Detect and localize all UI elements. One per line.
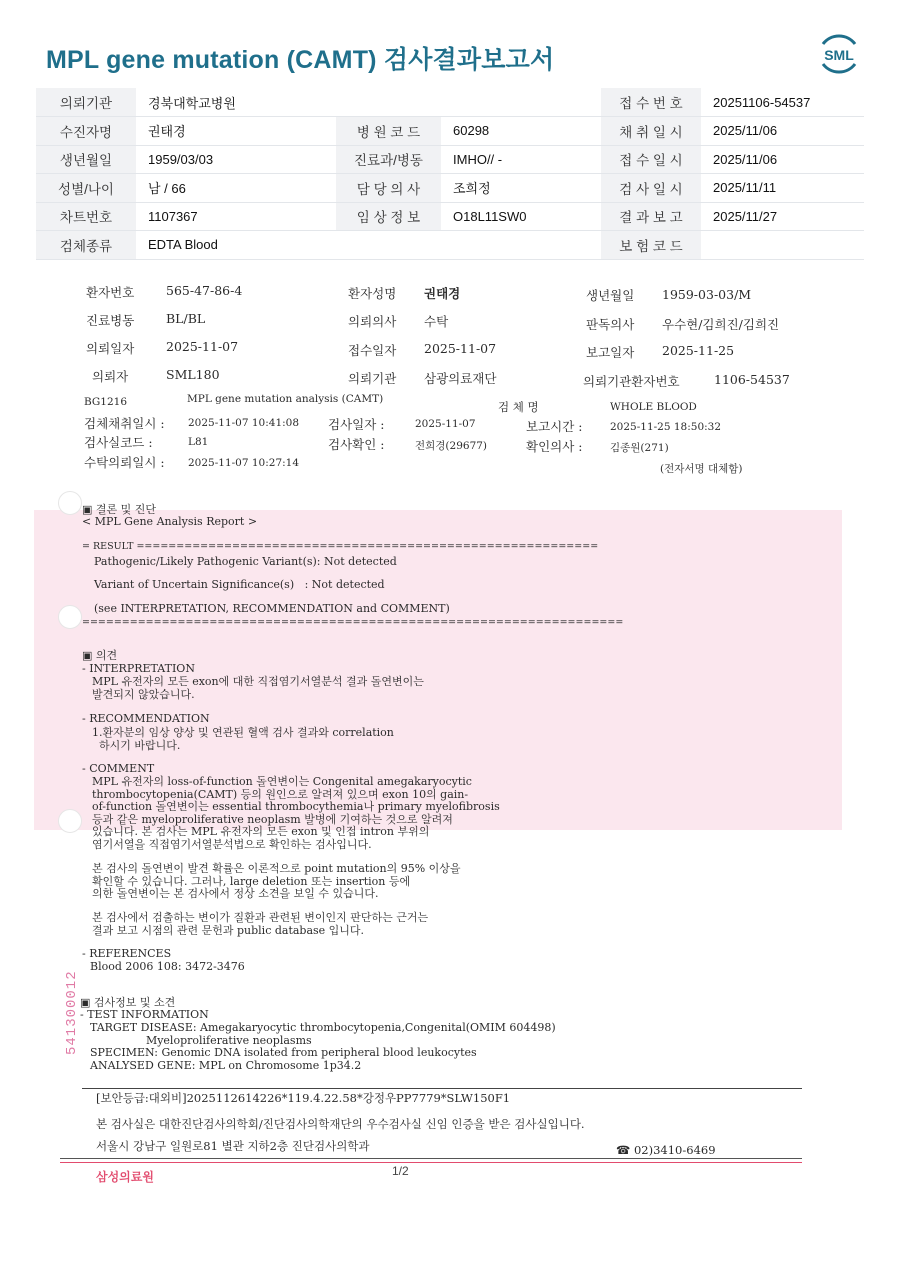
info-label: 결 과 보 고 bbox=[601, 202, 701, 231]
result-divider: = RESULT ========================================================== bbox=[82, 541, 599, 552]
info-label bbox=[336, 88, 441, 117]
comment-body: MPL 유전자의 loss-of-function 돌연변이는 Congenital amegakaryocytic thrombocytopenia(CAMT) 등의 원인으로 알려져 있으며 exon 10의 gain- of-function 돌연변이는 essential thrombocythemia나 primary myelofibrosis 등과 같은 myeloproliferative neoplasm 발병에 기여하는 것으로 알려져 있습니다. 본 검사는 MPL 유전자의 모든 exon 및 인접 intron 부위의 염기서열을 직접염기서열분석법으로 확인하는 검사입니다. bbox=[92, 775, 500, 851]
req-doctor: 수탁 bbox=[424, 314, 449, 329]
phone-text: ☎ 02)3410-6469 bbox=[616, 1143, 716, 1157]
info-label: 검체종류 bbox=[36, 231, 136, 260]
info-row-ordering-org bbox=[36, 88, 864, 117]
info-label: 임 상 정 보 bbox=[336, 202, 441, 231]
section-test-info-title: ▣ 검사정보 및 소견 bbox=[80, 996, 176, 1009]
report-time-label: 보고시간 : bbox=[526, 419, 583, 434]
confirm: 전희경(29677) bbox=[415, 440, 488, 452]
info-row-chart-no bbox=[36, 202, 864, 231]
test-info-body: TARGET DISEASE: Amegakaryocytic thrombocytopenia,Congenital(OMIM 604498) Myeloproliferative neoplasms SPECIMEN: Genomic DNA isolated from peripheral blood leukocytes ANALYSED GENE: MPL on Chromosome 1p34.2 bbox=[90, 1021, 556, 1072]
info-value: 1959/03/03 bbox=[136, 145, 336, 174]
result-pathogenic: Pathogenic/Likely Pathogenic Variant(s): Not detected bbox=[94, 555, 397, 568]
footer-divider bbox=[82, 1088, 802, 1089]
dob: 1959-03-03/M bbox=[662, 287, 752, 302]
address-text: 서울시 강남구 일원로81 별관 지하2층 진단검사의학과 bbox=[96, 1139, 370, 1153]
info-label: 의뢰기관 bbox=[36, 88, 136, 117]
certification-text: 본 검사실은 대한진단검사의학회/진단검사의학재단의 우수검사실 신임 인증을 받은 검사실입니다. bbox=[96, 1117, 585, 1131]
collect-datetime: 2025-11-07 10:41:08 bbox=[188, 417, 300, 429]
page-title: MPL gene mutation (CAMT) 검사결과보고서 bbox=[46, 46, 555, 74]
req-doctor-label: 의뢰의사 bbox=[348, 314, 397, 329]
info-value: 60298 bbox=[441, 117, 601, 146]
info-row-specimen-type bbox=[36, 231, 864, 260]
org-patient-no: 1106-54537 bbox=[714, 372, 790, 387]
info-value: 남 / 66 bbox=[136, 174, 336, 203]
patient-no-label: 환자번호 bbox=[86, 285, 135, 300]
confirm-doctor: 김종원(271) bbox=[610, 442, 669, 454]
interpretation-heading: - INTERPRETATION bbox=[82, 662, 195, 675]
confirm-label: 검사확인 : bbox=[328, 437, 385, 452]
org-patient-no-label: 의뢰기관환자번호 bbox=[583, 374, 680, 389]
references-heading: - REFERENCES bbox=[82, 947, 172, 960]
reading-doctor: 우수현/김희진/김희진 bbox=[662, 317, 780, 332]
patient-name-label: 환자성명 bbox=[348, 286, 397, 301]
req-date: 2025-11-07 bbox=[166, 339, 239, 354]
requester: SML180 bbox=[166, 367, 220, 382]
info-value: 1107367 bbox=[136, 202, 336, 231]
outsourced-label: 수탁의뢰일시 : bbox=[84, 455, 165, 470]
punch-hole-icon bbox=[58, 605, 82, 629]
req-org-label: 의뢰기관 bbox=[348, 371, 397, 386]
info-row-patient-name bbox=[36, 117, 864, 146]
result-see-note: (see INTERPRETATION, RECOMMENDATION and COMMENT) bbox=[94, 602, 450, 615]
references-body: Blood 2006 108: 3472-3476 bbox=[90, 960, 245, 973]
info-value: 2025/11/06 bbox=[701, 145, 864, 174]
patient-no: 565-47-86-4 bbox=[166, 283, 243, 298]
page-number: 1/2 bbox=[392, 1164, 409, 1178]
punch-hole-icon bbox=[58, 491, 82, 515]
requester-label: 의뢰자 bbox=[92, 369, 129, 384]
sml-logo-icon bbox=[815, 30, 863, 78]
reading-doctor-label: 판독의사 bbox=[586, 317, 635, 332]
security-line: [보안등급:대외비]2025112614226*119.4.22.58*강정우PP7779*SLW150F1 bbox=[96, 1091, 511, 1105]
info-label bbox=[336, 231, 441, 260]
info-value bbox=[441, 88, 601, 117]
report-date: 2025-11-25 bbox=[662, 343, 735, 358]
report-subtitle: < MPL Gene Analysis Report > bbox=[82, 515, 258, 528]
info-value: 조희정 bbox=[441, 174, 601, 203]
info-label: 성별/나이 bbox=[36, 174, 136, 203]
recommendation-heading: - RECOMMENDATION bbox=[82, 712, 210, 725]
comment-heading: - COMMENT bbox=[82, 762, 155, 775]
recv-date-label: 접수일자 bbox=[348, 343, 397, 358]
info-row-birth-date bbox=[36, 145, 864, 174]
info-label: 채 취 일 시 bbox=[601, 117, 701, 146]
test-info-heading: - TEST INFORMATION bbox=[80, 1008, 209, 1021]
info-value: 권태경 bbox=[136, 117, 336, 146]
info-label: 접 수 일 시 bbox=[601, 145, 701, 174]
vertical-serial-number: 541300012 bbox=[64, 970, 80, 1055]
footer-bottom-divider bbox=[60, 1158, 802, 1159]
info-value: 2025/11/06 bbox=[701, 117, 864, 146]
e-signature-note: (전자서명 대체함) bbox=[660, 463, 743, 475]
info-label: 수진자명 bbox=[36, 117, 136, 146]
comment-body-2: 본 검사의 돌연변이 발견 확률은 이론적으로 point mutation의 95% 이상을 확인할 수 있습니다. 그러나, large deletion 또는 insertion 등에 의한 돌연변이는 본 검사에서 정상 소견을 보일 수 있습니다. bbox=[92, 862, 461, 900]
recv-date: 2025-11-07 bbox=[424, 341, 497, 356]
info-label: 차트번호 bbox=[36, 202, 136, 231]
section-conclusion-title: ▣ 결론 및 진단 bbox=[82, 503, 157, 516]
report-date-label: 보고일자 bbox=[586, 345, 635, 360]
interpretation-body: MPL 유전자의 모든 exon에 대한 직접염기서열분석 결과 돌연변이는 발견되지 않았습니다. bbox=[92, 675, 424, 701]
punch-hole-icon bbox=[58, 809, 82, 833]
footer-red-line bbox=[60, 1162, 802, 1163]
result-vus: Variant of Uncertain Significance(s) : Not detected bbox=[94, 578, 385, 591]
req-date-label: 의뢰일자 bbox=[86, 341, 135, 356]
test-name: MPL gene mutation analysis (CAMT) bbox=[187, 393, 384, 405]
info-value: 2025/11/27 bbox=[701, 202, 864, 231]
room-code: L81 bbox=[188, 436, 209, 448]
specimen-label: 검 체 명 bbox=[498, 400, 539, 414]
specimen: WHOLE BLOOD bbox=[610, 401, 697, 413]
patient-info-table bbox=[36, 88, 864, 260]
info-label: 보 험 코 드 bbox=[601, 231, 701, 260]
collect-label: 검체채취일시 : bbox=[84, 416, 165, 431]
comment-body-3: 본 검사에서 검출하는 변이가 질환과 관련된 변이인지 판단하는 근거는 결과 보고 시점의 관련 문헌과 public database 입니다. bbox=[92, 911, 429, 937]
outsourced-datetime: 2025-11-07 10:27:14 bbox=[188, 457, 300, 469]
info-value: O18L11SW0 bbox=[441, 202, 601, 231]
report-time: 2025-11-25 18:50:32 bbox=[610, 421, 722, 433]
info-value bbox=[701, 231, 864, 260]
info-row-sex-age bbox=[36, 174, 864, 203]
test-code: BG1216 bbox=[84, 396, 128, 408]
req-org: 삼광의료재단 bbox=[424, 371, 497, 386]
result-end-divider: ==================================================================== bbox=[82, 617, 624, 628]
info-value: 20251106-54537 bbox=[701, 88, 864, 117]
ward-label: 진료병동 bbox=[86, 313, 135, 328]
test-date-label: 검사일자 : bbox=[328, 417, 385, 432]
info-label: 병 원 코 드 bbox=[336, 117, 441, 146]
info-value: EDTA Blood bbox=[136, 231, 336, 260]
svg-text:SML: SML bbox=[824, 47, 854, 63]
hospital-logo: 삼성의료원 bbox=[96, 1170, 154, 1184]
info-label: 진료과/병동 bbox=[336, 145, 441, 174]
confirm-doctor-label: 확인의사 : bbox=[526, 439, 583, 454]
info-value bbox=[441, 231, 601, 260]
info-label: 접 수 번 호 bbox=[601, 88, 701, 117]
info-value: 경북대학교병원 bbox=[136, 88, 336, 117]
info-label: 담 당 의 사 bbox=[336, 174, 441, 203]
patient-name: 권태경 bbox=[424, 286, 461, 301]
test-date: 2025-11-07 bbox=[415, 418, 476, 430]
info-label: 검 사 일 시 bbox=[601, 174, 701, 203]
info-value: 2025/11/11 bbox=[701, 174, 864, 203]
info-label: 생년월일 bbox=[36, 145, 136, 174]
room-code-label: 검사실코드 : bbox=[84, 435, 153, 450]
recommendation-body: 1.환자분의 임상 양상 및 연관된 혈액 검사 결과와 correlation 하시기 바랍니다. bbox=[92, 726, 394, 752]
section-opinion-title: ▣ 의견 bbox=[82, 649, 118, 662]
info-value: IMHO// - bbox=[441, 145, 601, 174]
ward: BL/BL bbox=[166, 311, 206, 326]
dob-label: 생년월일 bbox=[586, 288, 635, 303]
